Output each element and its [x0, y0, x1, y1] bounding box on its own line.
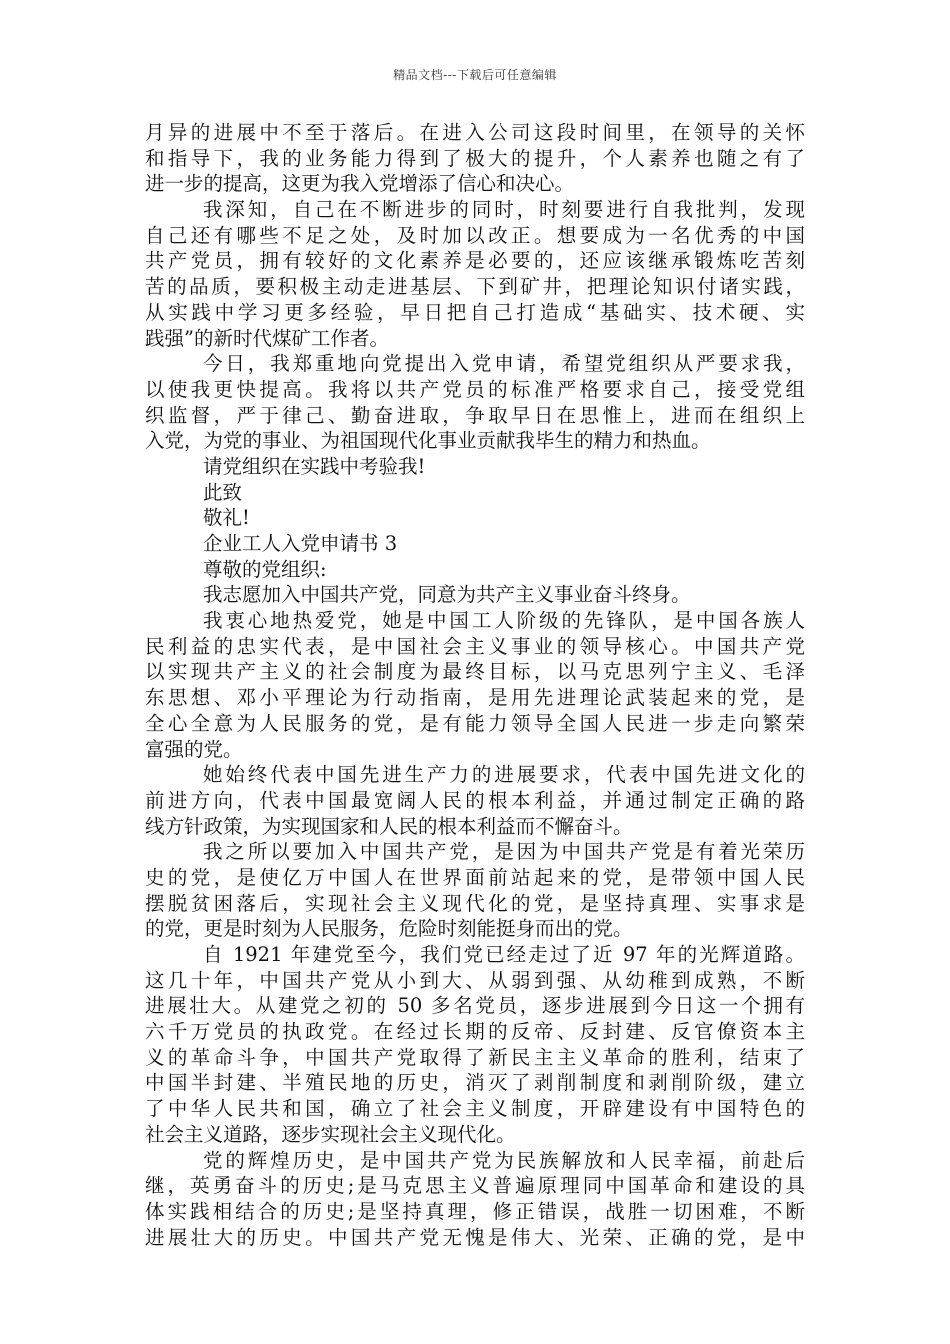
text-line: 从实践中学习更多经验，早日把自己打造成“基础实、技术硬、实	[145, 300, 805, 324]
page-header: 精品文档---下载后可任意编辑	[393, 68, 557, 82]
text-line: 敬礼!	[203, 506, 250, 530]
text-line: 她始终代表中国先进生产力的进展要求，代表中国先进文化的	[203, 763, 805, 787]
text-line: 六千万党员的执政党。在经过长期的反帝、反封建、反官僚资本主	[145, 1020, 805, 1044]
text-line: 进展壮大。从建党之初的 50 多名党员，逐步进展到今日这一个拥有	[145, 994, 805, 1018]
text-line: 共产党员，拥有较好的文化素养是必要的，还应该继承锻炼吃苦刻	[145, 249, 805, 273]
text-line: 党的辉煌历史，是中国共产党为民族解放和人民幸福，前赴后	[203, 1148, 805, 1172]
text-line: 史的党，是使亿万中国人在世界面前站起来的党，是带领中国人民	[145, 865, 805, 889]
text-line: 自 1921 年建党至今，我们党已经走过了近 97 年的光辉道路。	[203, 943, 805, 966]
text-line: 此致	[203, 480, 243, 504]
text-line: 全心全意为人民服务的党，是有能力领导全国人民进一步走向繁荣	[145, 711, 805, 735]
text-line: 社会主义道路，逐步实现社会主义现代化。	[145, 1122, 516, 1146]
text-line: 和指导下，我的业务能力得到了极大的提升，个人素养也随之有了	[145, 146, 805, 170]
text-line: 践强”的新时代煤矿工作者。	[145, 326, 389, 350]
text-line: 进一步的提高，这更为我入党增添了信心和决心。	[145, 172, 575, 196]
text-line: 织监督，严于律己、勤奋进取，争取早日在思惟上，进而在组织上	[145, 403, 805, 427]
text-line: 摆脱贫困落后，实现社会主义现代化的党，是坚持真理、实事求是	[145, 891, 805, 915]
text-line: 我衷心地热爱党，她是中国工人阶级的先锋队，是中国各族人	[203, 609, 805, 633]
text-line: 东思想、邓小平理论为行动指南，是用先进理论武装起来的党，是	[145, 686, 805, 710]
text-line: 我之所以要加入中国共产党，是因为中国共产党是有着光荣历	[203, 840, 805, 864]
text-line: 义的革命斗争，中国共产党取得了新民主主义革命的胜利，结束了	[145, 1045, 805, 1069]
text-line: 进展壮大的历史。中国共产党无愧是伟大、光荣、正确的党，是中	[145, 1225, 805, 1249]
text-line: 我深知，自己在不断进步的同时，时刻要进行自我批判，发现	[203, 198, 805, 222]
text-line: 企业工人入党申请书 3	[203, 532, 398, 555]
text-line: 自己还有哪些不足之处，及时加以改正。想要成为一名优秀的中国	[145, 223, 805, 247]
text-line: 体实践相结合的历史;是坚持真理，修正错误，战胜一切困难，不断	[145, 1199, 805, 1223]
text-line: 我志愿加入中国共产党，同意为共产主义事业奋斗终身。	[203, 583, 691, 607]
text-line: 入党，为党的事业、为祖国现代化事业贡献我毕生的精力和热血。	[145, 429, 711, 453]
text-line: 富强的党。	[145, 737, 243, 761]
text-line: 以使我更快提高。我将以共产党员的标准严格要求自己，接受党组	[145, 377, 805, 401]
text-line: 这几十年，中国共产党从小到大、从弱到强、从幼稚到成熟，不断	[145, 968, 805, 992]
text-line: 了中华人民共和国，确立了社会主义制度，开辟建设有中国特色的	[145, 1097, 805, 1121]
text-line: 前进方向，代表中国最宽阔人民的根本利益，并通过制定正确的路	[145, 788, 805, 812]
text-line: 线方针政策，为实现国家和人民的根本利益而不懈奋斗。	[145, 814, 633, 838]
text-line: 以实现共产主义的社会制度为最终目标，以马克思列宁主义、毛泽	[145, 660, 805, 684]
text-line: 的党，更是时刻为人民服务，危险时刻能挺身而出的党。	[145, 917, 633, 941]
text-line: 今日，我郑重地向党提出入党申请，希望党组织从严要求我，	[203, 352, 805, 376]
text-line: 请党组织在实践中考验我!	[203, 454, 426, 478]
text-line: 继，英勇奋斗的历史;是马克思主义普遍原理同中国革命和建设的具	[145, 1174, 805, 1198]
text-line: 尊敬的党组织:	[203, 557, 327, 581]
document-body	[145, 120, 805, 1250]
text-line: 中国半封建、半殖民地的历史，消灭了剥削制度和剥削阶级，建立	[145, 1071, 805, 1095]
text-line: 苦的品质，要积极主动走进基层、下到矿井，把理论知识付诸实践，	[145, 275, 805, 299]
text-line: 月异的进展中不至于落后。在进入公司这段时间里，在领导的关怀	[145, 121, 805, 144]
text-line: 民利益的忠实代表，是中国社会主义事业的领导核心。中国共产党	[145, 634, 805, 658]
